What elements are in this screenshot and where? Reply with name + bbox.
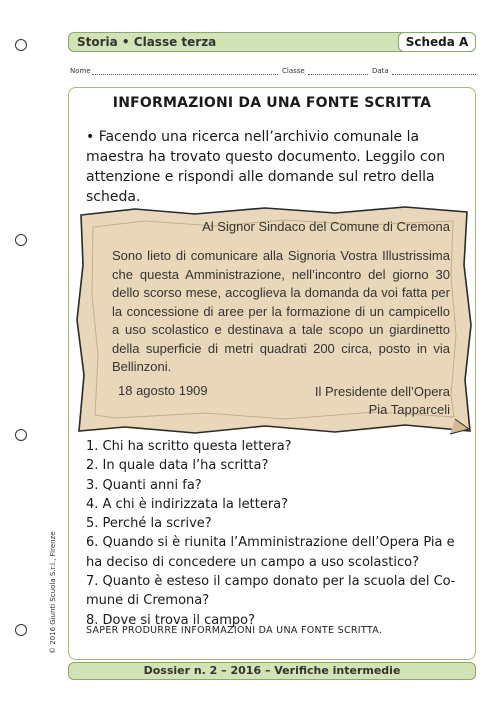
copyright: © 2016 Giunti Scuola S.r.l., Firenze	[49, 531, 57, 654]
header-subject: Storia • Classe terza	[77, 35, 217, 49]
binder-hole-4	[15, 624, 27, 636]
intro-text: • Facendo una ricerca nell’archivio comunale la maestra ha trovato questo documento. Leggilo con attenzione e rispondi alle domande sul retro della scheda.	[86, 129, 446, 205]
signature-line-2: Pia Tapparceli	[368, 402, 450, 417]
date-field[interactable]	[392, 70, 476, 75]
letter-address: Al Signor Sindaco del Comune di Cremona	[202, 219, 450, 234]
header-bar	[68, 32, 476, 52]
page-title: INFORMAZIONI DA UNA FONTE SCRITTA	[112, 95, 432, 111]
question-4: 4. A chi è indirizzata la lettera?	[86, 496, 289, 512]
skill-note: SAPER PRODURRE INFORMAZIONI DA UNA FONTE SCRITTA.	[86, 625, 383, 636]
footer-bar: Dossier n. 2 – 2016 – Verifiche intermedie	[68, 662, 476, 680]
sheet-tab: Scheda A	[398, 32, 476, 52]
question-1: 1. Chi ha scritto questa lettera?	[86, 439, 292, 454]
question-7: 7. Quanto è esteso il campo donato per la scuola del Comune di Cremona?	[86, 574, 456, 609]
question-5: 5. Perché la scrive?	[86, 516, 212, 532]
letter-date: 18 agosto 1909	[118, 383, 208, 398]
question-2: 2. In quale data l’ha scritta?	[86, 458, 269, 474]
class-field[interactable]	[308, 70, 368, 75]
question-6: 6. Quando si è riunita l’Amministrazione dell’Opera Pia e ha deciso di concedere un campo a uso scolastico?	[86, 535, 455, 570]
signature-line-1: Il Presidente dell’Opera	[314, 384, 450, 399]
name-label: Nome	[70, 67, 91, 75]
question-8: 8. Dove si trova il campo?	[86, 612, 255, 628]
name-field[interactable]	[92, 70, 278, 75]
binder-hole-3	[15, 429, 27, 441]
question-3: 3. Quanti anni fa?	[86, 477, 202, 493]
date-label: Data	[372, 67, 389, 75]
question-list	[86, 437, 466, 630]
letter-signature	[315, 383, 450, 419]
letter-body: Sono lieto di comunicare alla Signoria Vostra Illustrissima che questa Amministrazione, nell’incontro del giorno 30 dello scorso mese, accoglieva la domanda da voi fatta per la concessione di aree per la formazione di un campicello a uso scolastico e destinava a tale scopo un giardinetto della superficie di metri quadrati 200 circa, posto in via Bellinzoni.	[112, 248, 450, 374]
binder-hole-2	[15, 234, 27, 246]
binder-hole-1	[15, 39, 27, 51]
letter	[112, 218, 450, 417]
class-label: Classe	[282, 67, 305, 75]
